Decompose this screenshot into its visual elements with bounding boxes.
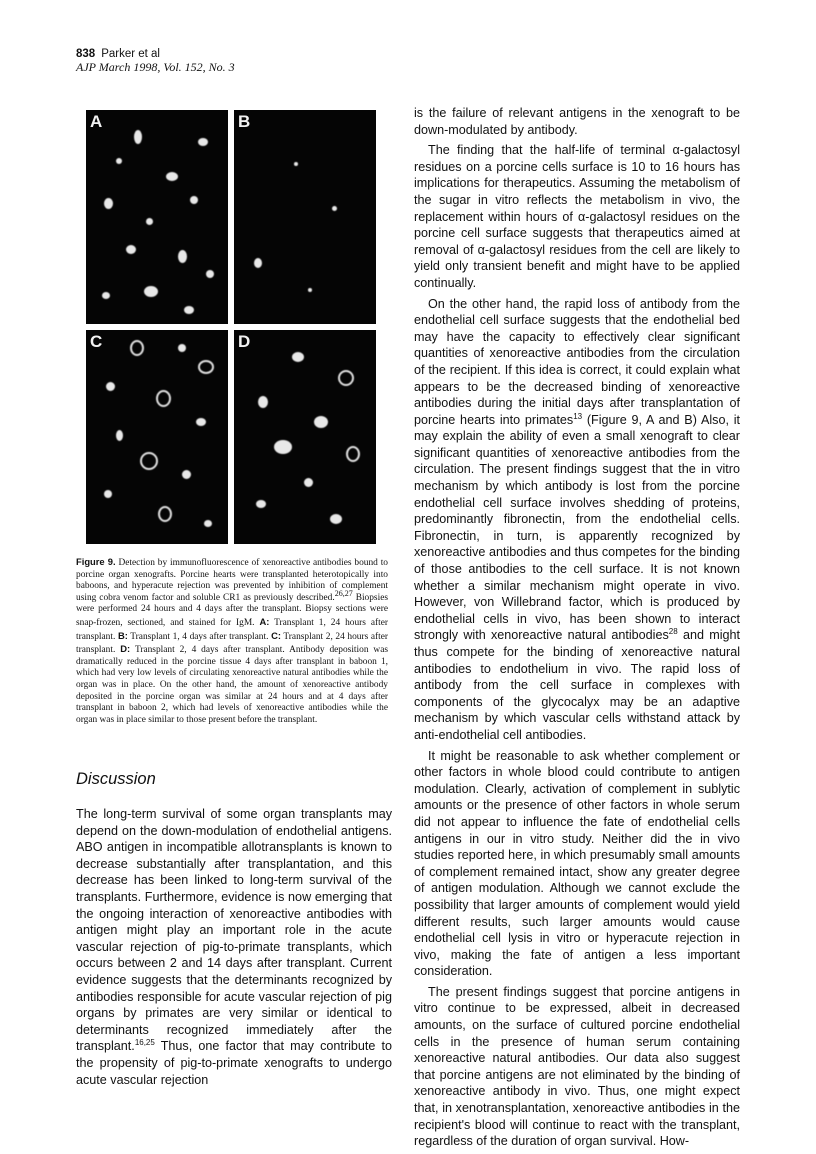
- caption-panel-a-label: A:: [259, 615, 270, 627]
- caption-panel-d-text: Transplant 2, 4 days after transplant. Antibody deposition was dramatically reduced in the porcine tissue 4 days after transplant in baboon 1, which had very low levels of circulating xenoreactive natural antibodies while the organ was in place. On the other hand, the amount of xenoreactive antibody deposited in the porcine organ was similar at 24 hours and at 4 days after transplant in baboon 2, which had levels of xenoreactive antibodies while the organ was in place similar to those present before the transplant.: [76, 645, 389, 725]
- section-heading: Discussion: [76, 770, 156, 788]
- page-number: 838: [76, 48, 96, 60]
- citation: 13: [573, 411, 583, 421]
- caption-label: Figure 9.: [76, 556, 116, 567]
- figure-panel-d: [234, 330, 376, 544]
- paragraph: [76, 806, 392, 1088]
- paragraph-text: On the other hand, the rapid loss of antibody from the endothelial cell surface suggests that the endothelial bed may have the capacity to effectively clear significant quantities of xenoreactive antibodies from the circulation of the recipient. If this idea is correct, it could explain what appears to be the decreased binding of xenoreactive antibodies during the initial days after transplantation of porcine hearts into primates: [414, 296, 740, 427]
- paragraph-text: and might thus compete for the binding of xenoreactive natural antibodies to endothelium in vivo. The rapid loss of antibody from the cell surface in complexes with components of the glycocalyx may be an adaptive mechanism by which vascular cells withstand attack by anti-endothelial cell antibodies.: [414, 628, 740, 742]
- caption-citation: 26,27: [334, 588, 353, 598]
- figure-panel-b: [234, 110, 376, 324]
- left-column: [76, 806, 392, 1092]
- paragraph-text: Thus, one factor that may contribute to the propensity of pig-to-primate xenografts to undergo acute vascular rejection: [76, 1039, 392, 1087]
- caption-panel-c-text: Transplant 2, 24 hours after transplant.: [76, 631, 388, 656]
- caption-text-2: Biopsies were performed 24 hours and 4 days after the transplant. Biopsy sections were snap-frozen, sectioned, and stained for IgM.: [76, 592, 388, 628]
- caption-panel-c-label: C:: [271, 629, 281, 641]
- panel-label: A: [90, 112, 103, 131]
- panel-label: C: [90, 332, 103, 351]
- caption-panel-d-label: D:: [120, 643, 131, 655]
- paragraph: The present findings suggest that porcine antigens in vitro continue to be expressed, albeit in decreased amounts, on the surface of cultured porcine endothelial cells in the presence of human serum containing xenoreactive natural antibodies. Our data also suggest that porcine antigens are not eliminated by the binding of xenoreactive antibody in vivo. Thus, one might expect that, in xenotransplantation, xenoreactive antibodies in the recipient's blood will continue to react with the transplant, regardless of the duration of organ survival. How-: [414, 984, 740, 1149]
- panel-label: B: [238, 112, 251, 131]
- paragraph-text: (Figure 9, A and B) Also, it may explain the ability of even a small xenograft to clear significant quantities of xenoreactive antibodies from the circulation. The present findings suggest that the in vitro mechanism by which antibody is lost from the porcine endothelial cell surface involves shedding of proteins, predominantly fibronectin, from the endothelial cells. Fibronectin, in turn, is apparently recognized by xenoreactive antibodies and thus competes for the binding of those antibodies to the cell surface. It is not known whether a similar mechanism might operate in vivo. However, von Willebrand factor, which is produced by endothelial cells in vivo, has been shown to interact strongly with xenoreactive natural antibodies: [414, 412, 740, 643]
- panel-label: D: [238, 332, 251, 351]
- caption-panel-a-text: Transplant 1, 24 hours after transplant.: [76, 617, 388, 642]
- caption-text: Detection by immunofluorescence of xenoreactive antibodies bound to porcine organ xenografts. Porcine hearts were transplanted heterotopically into baboons, and hyperacute rejection was prevented by inhibition of complement using cobra venom factor and soluble CR1 as previously described.: [76, 558, 388, 603]
- journal-citation: AJP March 1998, Vol. 152, No. 3: [76, 60, 235, 74]
- running-header: [76, 48, 235, 74]
- right-column: [414, 105, 740, 1154]
- figure-caption: [76, 556, 388, 726]
- paragraph: is the failure of relevant antigens in the xenograft to be down-modulated by antibody.: [414, 106, 740, 137]
- running-authors: Parker et al: [101, 48, 160, 60]
- paragraph: [414, 296, 740, 744]
- citation: 16,25: [134, 1038, 155, 1048]
- paragraph-text: The long-term survival of some organ transplants may depend on the down-modulation of endothelial antigens. ABO antigen in incompatible allotransplants is known to decrease substantially after transplantation, and this decrease has been linked to long-term survival of the transplants. Furthermore, evidence is now emerging that the ongoing interaction of xenoreactive antibodies with antigen might play an important role in the acute vascular rejection of pig-to-primate transplants, which occurs between 2 and 14 days after transplant. Current evidence suggests that the determinants recognized by antibodies responsible for acute vascular rejection of pig organs by primates are very similar or identical to determinants recognized immediately after the transplant.: [76, 807, 392, 1054]
- paragraph: The finding that the half-life of terminal α-galactosyl residues on a porcine cells surface is 10 to 16 hours has implications for therapeutics. Assuming the metabolism of the sugar in vitro reflects the metabolism in vivo, the replacement within hours of α-galactosyl residues on the porcine cell surface suggests that therapeutics aimed at removal of α-galactosyl residues from the cell are likely to yield only transient benefit and might have to be applied continually.: [414, 143, 740, 290]
- figure-panel-a: [86, 110, 228, 324]
- citation: 28: [668, 627, 678, 637]
- figure-panel-c: [86, 330, 228, 544]
- caption-panel-b-label: B:: [117, 629, 128, 641]
- figure-9: [86, 110, 376, 542]
- paragraph: It might be reasonable to ask whether complement or other factors in whole blood could contribute to antigen modulation. Clearly, activation of complement in sublytic amounts or the presence of other factors in whole serum did not appear to influence the fate of endothelial cells antigens in our in vitro study. Neither did the in vivo studies reported here, in which presumably small amounts of complement remained intact, show any greater degree of antigen modulation. Although we cannot exclude the possibility that larger amounts of complement would yield different results, such larger amounts would cause endothelial cell lysis in vitro or hyperacute rejection in vivo, making the fate of antigen a less important consideration.: [414, 748, 740, 979]
- caption-panel-b-text: Transplant 1, 4 days after transplant.: [130, 631, 269, 642]
